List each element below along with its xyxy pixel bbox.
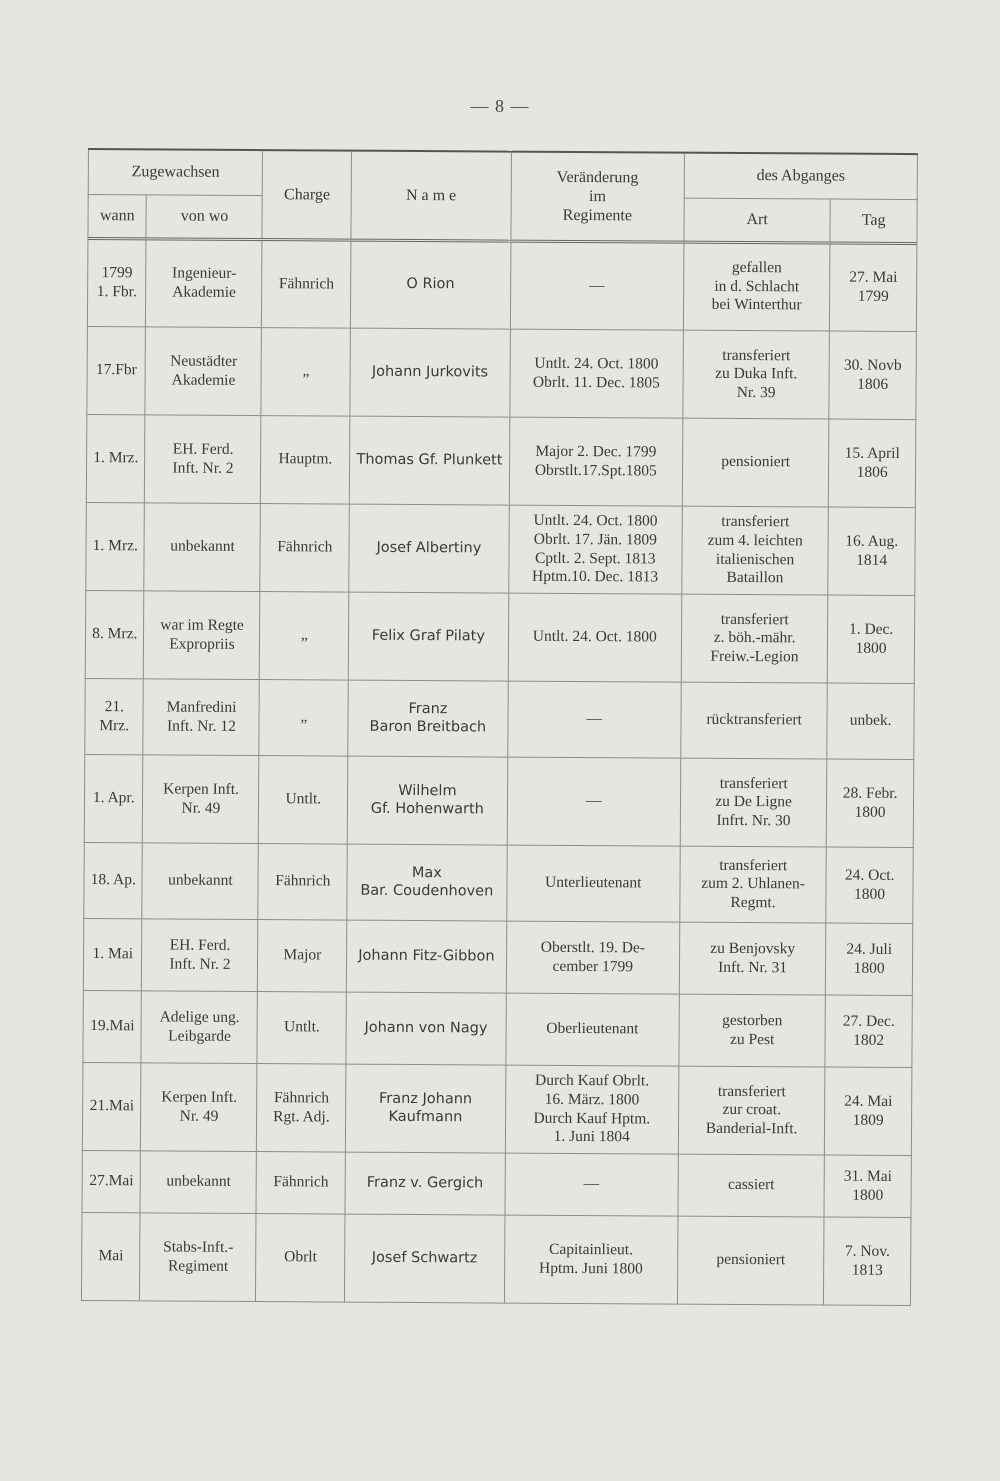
table-row xyxy=(84,754,914,847)
cell-name: Max Bar. Coudenhoven xyxy=(347,844,507,921)
cell-von-wo: Kerpen Inft. Nr. 49 xyxy=(141,1063,258,1152)
cell-veraenderung: Oberlieutenant xyxy=(505,993,679,1066)
page-number: — 8 — xyxy=(470,96,530,116)
cell-veraenderung: — xyxy=(505,1153,679,1216)
cell-wann: 21. Mrz. xyxy=(85,678,144,754)
roster-table xyxy=(81,148,918,1306)
table-row xyxy=(83,918,912,995)
cell-name: Franz v. Gergich xyxy=(345,1152,505,1215)
cell-art: transferiert zu De Ligne Infrt. Nr. 30 xyxy=(680,758,827,847)
table-row xyxy=(81,1212,911,1305)
table-row xyxy=(85,678,914,759)
cell-wann: 19.Mai xyxy=(83,990,142,1062)
cell-wann: 8. Mrz. xyxy=(85,590,144,678)
roster-table-container xyxy=(81,148,918,1306)
cell-charge: Fähnrich xyxy=(258,844,347,921)
cell-tag: 24. Oct. 1800 xyxy=(826,847,913,924)
cell-von-wo: Ingenieur- Akademie xyxy=(146,239,263,328)
cell-wann: 27.Mai xyxy=(82,1150,141,1212)
cell-tag: 16. Aug. 1814 xyxy=(828,507,915,596)
cell-charge: Fähnrich xyxy=(260,504,349,593)
cell-veraenderung: Oberstlt. 19. De- cember 1799 xyxy=(506,921,680,994)
cell-wann: 1. Mai xyxy=(83,918,142,990)
table-row xyxy=(84,842,913,923)
cell-art: cassiert xyxy=(678,1154,825,1217)
cell-tag: 27. Mai 1799 xyxy=(830,243,917,332)
cell-name: Johann Fitz-Gibbon xyxy=(347,920,507,993)
cell-tag: 7. Nov. 1813 xyxy=(824,1217,911,1306)
cell-art: transferiert zum 4. leichten italienischen Bataillon xyxy=(682,506,829,595)
cell-charge: Fähnrich xyxy=(262,240,351,329)
cell-tag: 28. Febr. 1800 xyxy=(826,759,913,848)
cell-name: Wilhelm Gf. Hohenwarth xyxy=(347,756,507,845)
cell-veraenderung: Untlt. 24. Oct. 1800 Obrlt. 17. Jän. 1809 Cptlt. 2. Sept. 1813 Hptm.10. Dec. 1813 xyxy=(508,505,682,594)
table-row xyxy=(85,590,915,683)
cell-von-wo: Neustädter Akademie xyxy=(145,327,262,416)
cell-charge: Untlt. xyxy=(259,756,348,845)
cell-von-wo: Adelige ung. Leibgarde xyxy=(141,991,257,1064)
cell-veraenderung: Major 2. Dec. 1799 Obrstlt.17.Spt.1805 xyxy=(509,417,683,506)
cell-charge: Obrlt xyxy=(256,1214,345,1303)
cell-charge: Fähnrich xyxy=(256,1152,345,1215)
cell-wann: 18. Ap. xyxy=(84,842,143,918)
cell-veraenderung: Capitainlieut. Hptm. Juni 1800 xyxy=(504,1215,678,1304)
cell-wann: 1. Apr. xyxy=(84,754,143,842)
cell-name: Josef Schwartz xyxy=(345,1214,505,1303)
cell-wann: 1. Mrz. xyxy=(86,502,145,590)
cell-art: transferiert zu Duka Inft. Nr. 39 xyxy=(683,330,830,419)
cell-tag: 30. Novb 1806 xyxy=(829,331,916,420)
header-von-wo: von wo xyxy=(146,195,262,240)
cell-tag: 1. Dec. 1800 xyxy=(827,595,914,684)
cell-veraenderung: Durch Kauf Obrlt. 16. März. 1800 Durch Kauf Hptm. 1. Juni 1804 xyxy=(505,1065,679,1154)
cell-charge: Fähnrich Rgt. Adj. xyxy=(257,1064,346,1153)
cell-von-wo: EH. Ferd. Inft. Nr. 2 xyxy=(142,919,258,992)
table-body xyxy=(81,239,916,1306)
cell-von-wo: Kerpen Inft. Nr. 49 xyxy=(143,755,260,844)
header-wann: wann xyxy=(88,195,147,239)
header-name: N a m e xyxy=(351,151,511,241)
cell-wann: 17.Fbr xyxy=(87,326,146,414)
cell-art: pensioniert xyxy=(682,418,829,507)
cell-name: Felix Graf Pilaty xyxy=(348,592,508,681)
cell-von-wo: unbekannt xyxy=(144,503,261,592)
table-header xyxy=(88,149,918,244)
cell-wann: 1. Mrz. xyxy=(86,414,145,502)
cell-tag: 15. April 1806 xyxy=(829,419,916,508)
cell-art: transferiert zum 2. Uhlanen- Regmt. xyxy=(680,846,827,923)
cell-art: gefallen in d. Schlacht bei Winterthur xyxy=(683,242,830,331)
table-row xyxy=(82,1062,912,1155)
cell-art: pensioniert xyxy=(677,1216,824,1305)
table-row xyxy=(87,326,917,419)
cell-name: Thomas Gf. Plunkett xyxy=(350,416,510,505)
cell-charge: Untlt. xyxy=(257,992,346,1065)
cell-charge: „ xyxy=(260,592,349,681)
cell-tag: 24. Juli 1800 xyxy=(826,923,913,996)
cell-art: zu Benjovsky Inft. Nr. 31 xyxy=(679,922,826,995)
cell-charge: Major xyxy=(258,920,347,993)
cell-tag: 27. Dec. 1802 xyxy=(825,995,912,1068)
header-zugewachsen: Zugewachsen xyxy=(88,149,263,196)
cell-veraenderung: Unterlieutenant xyxy=(506,845,680,922)
cell-wann: 1799 1. Fbr. xyxy=(87,239,146,327)
table-row xyxy=(82,1150,911,1217)
cell-von-wo: unbekannt xyxy=(140,1151,256,1214)
cell-veraenderung: Untlt. 24. Oct. 1800 xyxy=(508,593,682,682)
cell-name: Franz Johann Kaufmann xyxy=(346,1064,506,1153)
cell-charge: „ xyxy=(259,680,348,757)
cell-name: Johann von Nagy xyxy=(346,992,506,1065)
header-charge: Charge xyxy=(262,150,351,240)
cell-tag: unbek. xyxy=(827,683,914,760)
table-row xyxy=(83,990,912,1067)
cell-art: gestorben zu Pest xyxy=(679,994,826,1067)
cell-tag: 24. Mai 1809 xyxy=(825,1067,912,1156)
cell-charge: „ xyxy=(261,328,350,417)
cell-von-wo: EH. Ferd. Inft. Nr. 2 xyxy=(145,415,262,504)
cell-wann: Mai xyxy=(81,1212,140,1300)
cell-charge: Hauptm. xyxy=(261,416,350,505)
cell-von-wo: Manfredini Inft. Nr. 12 xyxy=(143,679,259,756)
table-row xyxy=(87,239,917,332)
cell-name: Johann Jurkovits xyxy=(350,328,510,417)
cell-name: Josef Albertiny xyxy=(349,504,509,593)
cell-art: transferiert z. böh.-mähr. Freiw.-Legion xyxy=(681,594,828,683)
cell-veraenderung: — xyxy=(507,757,681,846)
cell-veraenderung: — xyxy=(507,681,681,758)
cell-wann: 21.Mai xyxy=(82,1062,141,1150)
header-veraenderung: Veränderung im Regimente xyxy=(510,152,684,243)
table-row xyxy=(86,414,916,507)
cell-art: transferiert zur croat. Banderial-Inft. xyxy=(678,1066,825,1155)
cell-von-wo: Stabs-Inft.- Regiment xyxy=(140,1213,257,1302)
cell-name: O Rion xyxy=(351,240,511,329)
cell-name: Franz Baron Breitbach xyxy=(348,680,508,757)
cell-veraenderung: Untlt. 24. Oct. 1800 Obrlt. 11. Dec. 1805 xyxy=(509,329,683,418)
header-abgang: des Abganges xyxy=(684,153,917,200)
cell-veraenderung: — xyxy=(510,241,684,330)
header-tag: Tag xyxy=(830,199,917,244)
cell-von-wo: war im Regte Expropriis xyxy=(144,591,261,680)
table-row xyxy=(86,502,916,595)
cell-von-wo: unbekannt xyxy=(142,843,258,920)
cell-art: rücktransferiert xyxy=(681,682,828,759)
cell-tag: 31. Mai 1800 xyxy=(824,1155,911,1218)
header-art: Art xyxy=(684,198,831,243)
